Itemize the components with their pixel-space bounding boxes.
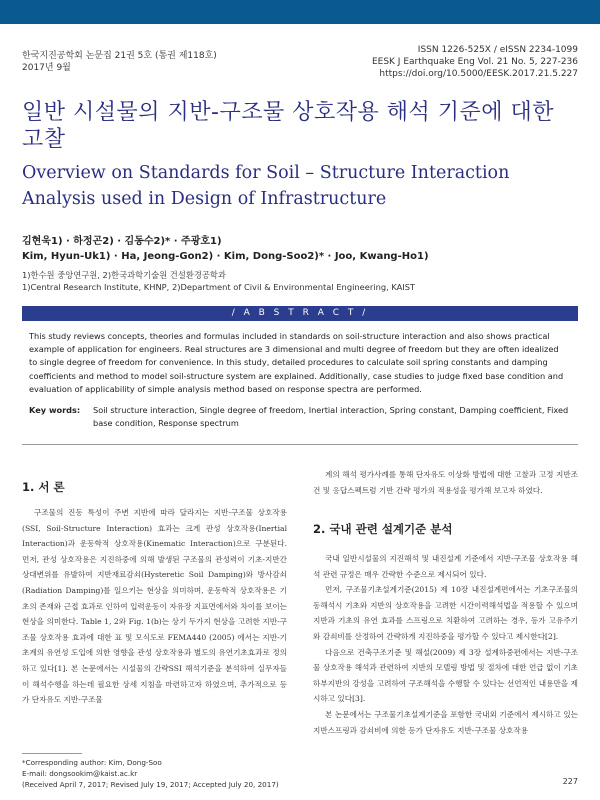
affiliation-korean: 1)한수원 중앙연구원, 2)한국과학기술원 건설환경공학과	[22, 270, 226, 280]
keywords-list: Soil structure interaction, Single degree of freedom, Inertial interaction, Spring constant, Damping coefficient, Fixed base condition, Response spectrum	[93, 405, 569, 428]
author-email[interactable]: E-mail: dongsookim@kaist.ac.kr	[22, 769, 138, 778]
section2-heading: 2. 국내 관련 설계기준 분석	[313, 522, 453, 536]
abstract-text: This study reviews concepts, theories and formulas included in standards on soil-structure interaction and also shows practical example of application for engineers. Real structures are 3 dimensional and multi degree of freedom but they are often idealized to single degree of freedom for convenience. In this study, detailed procedures to calculate soil spring constants and damping coefficients and method to model soil-structure system are explained. Additionally, case studies to judge fixed base condition and evaluation of applicability of simple analysis method based on response spectra are performed.	[29, 331, 564, 394]
affiliation-english: 1)Central Research Institute, KHNP, 2)Department of Civil & Environmental Engineering, KAIST	[22, 282, 416, 292]
journal-name-korean: 한국지진공학회 논문집 21권 5호 (통권 제118호)	[22, 51, 217, 61]
footnote-rule	[22, 753, 82, 754]
header-band-gap	[0, 24, 600, 38]
right-column	[313, 467, 578, 498]
section1-heading: 1. 서 론	[22, 480, 65, 494]
page-number: 227	[562, 777, 578, 786]
section2-paragraph-3: 다음으로 건축구조기준 및 해설(2009) 제 3장 설계하중편에서는 지반-구조물 상호작용 해석과 관련하여 지반의 모델링 방법 및 절차에 대한 언급 없이 기초 하부지반의 강성을 고려하여 구조해석을 수행할 수 있다는 선언적인 내용만을 제시하고 있다[3].	[313, 647, 578, 704]
journal-name-english: EESK J Earthquake Eng Vol. 21 No. 5, 227-236	[371, 57, 578, 67]
issn: ISSN 1226-525X / eISSN 2234-1099	[417, 45, 578, 55]
corresponding-author: *Corresponding author: Kim, Dong-Soo	[22, 758, 162, 767]
corresponding-author-footnote	[22, 757, 279, 790]
journal-date-korean: 2017년 9월	[22, 63, 71, 73]
paper-title-korean: 일반 시설물의 지반-구조물 상호작용 해석 기준에 대한 고찰	[22, 100, 554, 152]
section2-paragraph-2: 먼저, 구조물기초설계기준(2015) 제 10장 내진설계편에서는 기초구조물의 동해석시 기초와 지반의 상호작용을 고려한 시간이력해석법을 적용할 수 있으며 지반과 기초의 유연 효과를 스프링으로 치환하여 고려하는 경우, 등가 고유주기와 감쇠비를 산정하여 간략하게 지진하중을 평가할 수 있다고 제시한다[2].	[313, 585, 578, 641]
keywords-label: Key words:	[29, 405, 81, 415]
abstract-heading: / A B S T R A C T /	[22, 306, 578, 321]
authors-english: Kim, Hyun-Uk1) · Ha, Jeong-Gon2) · Kim, Dong-Soo2)* · Joo, Kwang-Ho1)	[22, 251, 429, 262]
section2-body	[313, 551, 578, 738]
header-color-band	[0, 0, 600, 24]
section-divider	[22, 444, 578, 445]
doi-link[interactable]: https://doi.org/10.5000/EESK.2017.21.5.227	[379, 69, 578, 79]
journal-header-english	[372, 44, 578, 80]
authors-korean: 김현욱1) · 하정곤2) · 김동수2)* · 주광호1)	[22, 236, 222, 247]
section1-continuation: 계의 해석 평가사례를 통해 단자유도 이상화 방법에 대한 고찰과 고정 지반조건 및 응답스펙트럼 기반 간략 평가의 적용성을 평가해 보고자 하였다.	[313, 470, 578, 495]
journal-header-korean	[22, 50, 217, 74]
paper-title-english: Overview on Standards for Soil – Structure Interaction Analysis used in Design of Infrastructure	[22, 163, 510, 209]
received-dates: (Received April 7, 2017; Revised July 19, 2017; Accepted July 20, 2017)	[22, 780, 279, 789]
section1-paragraph: 구조물의 진동 특성이 주변 지반에 따라 달라지는 지반-구조물 상호작용(SSI, Soil-Structure Interaction) 효과는 크게 관성 상호작용(Inertial Interaction)과 운동학적 상호작용(Kinematic Interaction)으로 구분된다. 먼저, 관성 상호작용은 지진하중에 의해 발생된 구조물의 관성력이 기초-지반간 상대변위를 유발하여 지반재료감쇠(Hysteretic Soil Damping)와 방사감쇠(Radiation Damping)를 일으키는 현상을 의미하며, 운동학적 상호작용은 기초의 존재와 근접 효과로 인하여 입력운동이 자유장 지표면에서와 차이를 보이는 현상을 의미한다. Table 1, 2와 Fig. 1(b)는 상기 두가지 현상을 고려한 지반-구조물 상호작용 효과에 대한 표 및 모식도로 FEMA440 (2005) 에서는 지반-기초계의 유연성 도입에 의한 영향을 관성 상호작용과 별도의 유연기초효과로 정의하고 있다[1]. 본 논문에서는 시설물의 간략SSI 해석기준을 분석하여 실무자들이 해석수행을 하는데 필요한 상세 지침을 마련하고자 하였으며, 추가적으로 등가 단자유도 지반-구조물	[22, 508, 287, 705]
section2-paragraph-4: 본 논문에서는 구조물기초설계기준을 포함한 국내외 기준에서 제시하고 있는 지반스프링과 감쇠비에 의한 등가 단자유도 지반-구조물 상호작용	[313, 709, 578, 735]
left-column	[22, 505, 287, 708]
section2-paragraph-1: 국내 일반시설물의 지진해석 및 내진설계 기준에서 지반-구조물 상호작용 해석 관련 규정은 매우 간략한 수준으로 제시되어 있다.	[313, 554, 578, 579]
